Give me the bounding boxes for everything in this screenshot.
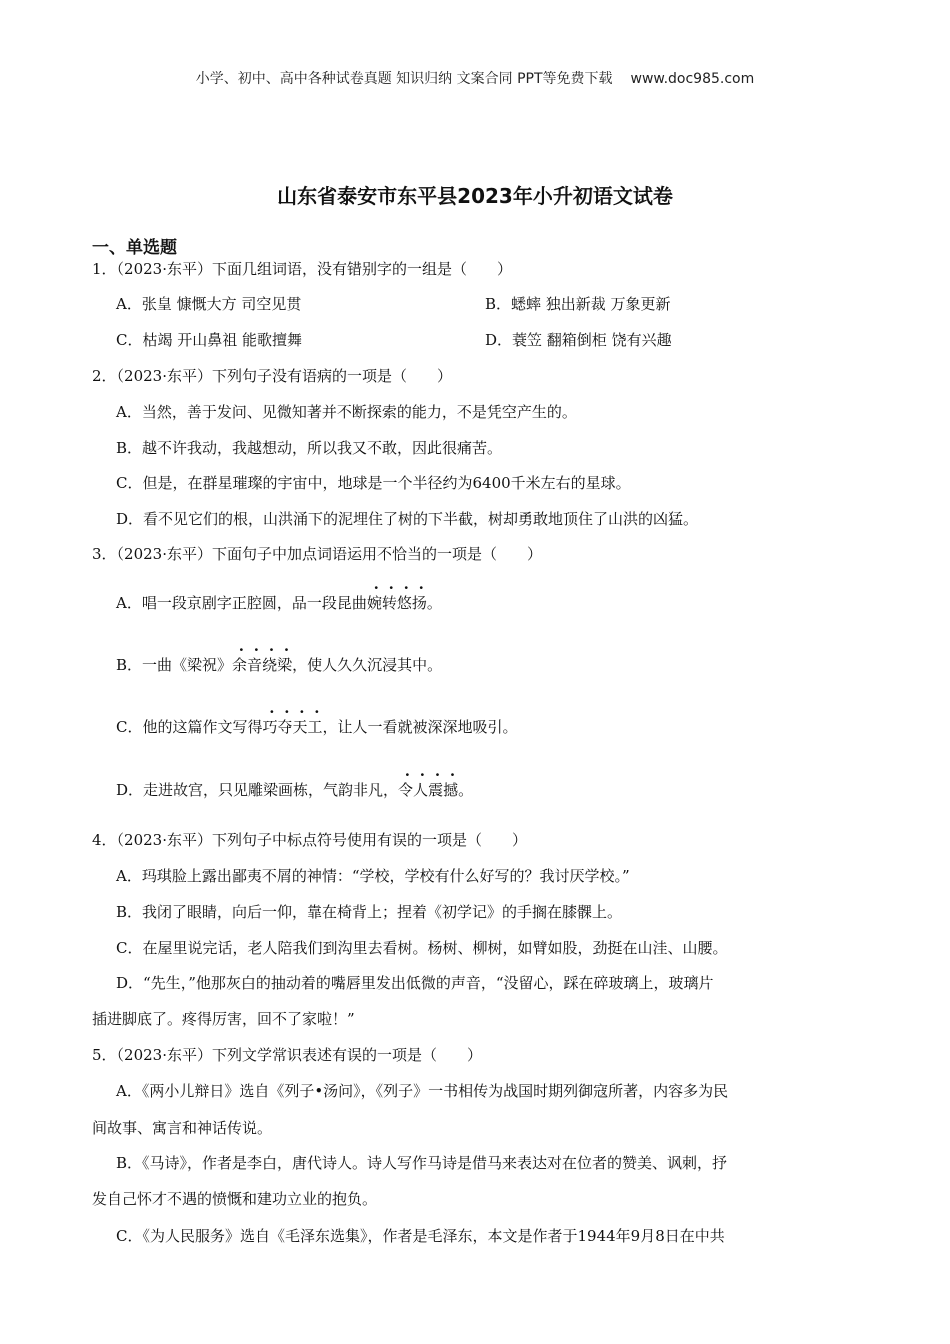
question-5-option-b-line2: 发自己怀才不遇的愤慨和建功立业的抱负。 <box>92 1190 378 1208</box>
page-header <box>0 68 950 88</box>
question-3-option-d <box>116 779 473 800</box>
emphasis-dot-char: 巧 <box>262 718 278 736</box>
option-text: A．唱一段京剧字正腔圆，品一段昆曲 <box>116 594 367 612</box>
question-2-stem: 2．（2023·东平）下列句子没有语病的一项是（ ） <box>92 367 452 385</box>
emphasis-dot-char: 音 <box>247 656 263 674</box>
emphasis-dot-char: 人 <box>413 781 429 799</box>
emphasis-dot-char: 扬 <box>411 594 427 612</box>
question-4-option-a: A．玛琪脸上露出鄙夷不屑的神情：“学校，学校有什么好写的？我讨厌学校。” <box>116 867 630 885</box>
question-3-option-c <box>116 716 518 737</box>
question-5-option-b-line1: B．《马诗》，作者是李白，唐代诗人。诗人写作马诗是借马来表达对在位者的赞美、讽刺，抒 <box>116 1154 728 1172</box>
emphasized-word <box>232 656 292 674</box>
emphasis-dot-char: 撼 <box>443 781 459 799</box>
question-1-stem: 1．（2023·东平）下面几组词语，没有错别字的一组是（ ） <box>92 260 512 278</box>
question-1-option-c: C．枯竭 开山鼻祖 能歌擅舞 <box>116 331 303 349</box>
option-text: 。 <box>426 594 442 612</box>
header-text: 小学、初中、高中各种试卷真题 知识归纳 文案合同 PPT等免费下载 <box>195 71 613 87</box>
question-2-option-b: B．越不许我动，我越想动，所以我又不敢，因此很痛苦。 <box>116 439 503 457</box>
option-text: B．一曲《梁祝》 <box>116 656 233 674</box>
exam-title: 山东省泰安市东平县2023年小升初语文试卷 <box>277 184 673 208</box>
question-1-option-b: B．蟋蟀 独出新裁 万象更新 <box>485 295 671 313</box>
question-5-option-a-line2: 间故事、寓言和神话传说。 <box>92 1119 273 1137</box>
emphasis-dot-char: 绕 <box>262 656 278 674</box>
emphasized-word <box>367 594 427 612</box>
question-4-option-d-line2: 插进脚底了。疼得厉害，回不了家啦！” <box>92 1010 355 1028</box>
emphasis-dot-char: 转 <box>381 594 397 612</box>
question-2-option-a: A．当然，善于发问、见微知著并不断探索的能力，不是凭空产生的。 <box>116 403 577 421</box>
emphasis-dot-char: 令 <box>398 781 414 799</box>
emphasis-dot-char: 余 <box>232 656 248 674</box>
emphasis-dot-char: 夺 <box>277 718 293 736</box>
question-2-option-c: C．但是，在群星璀璨的宇宙中，地球是一个半径约为6400千米左右的星球。 <box>116 474 631 492</box>
question-5-stem: 5．（2023·东平）下列文学常识表述有误的一项是（ ） <box>92 1046 482 1064</box>
question-1-option-d: D．蓑笠 翻箱倒柜 饶有兴趣 <box>485 331 672 349</box>
question-2-option-d: D．看不见它们的根，山洪涌下的泥埋住了树的下半截，树却勇敢地顶住了山洪的凶猛。 <box>116 510 699 528</box>
emphasis-dot-char: 天 <box>292 718 308 736</box>
question-3-option-b <box>116 654 442 675</box>
question-5-option-c-line1: C．《为人民服务》选自《毛泽东选集》，作者是毛泽东，本文是作者于1944年9月8日在中共 <box>116 1227 725 1245</box>
question-4-option-d-line1: D．“先生，”他那灰白的抽动着的嘴唇里发出低微的声音，“没留心，踩在碎玻璃上，玻璃片 <box>116 974 714 992</box>
question-5-option-a-line1: A．《两小儿辩日》选自《列子•汤问》，《列子》一书相传为战国时期列御寇所著，内容多为民 <box>116 1082 729 1100</box>
section-heading: 一、单选题 <box>92 238 177 258</box>
emphasis-dot-char: 梁 <box>277 656 293 674</box>
question-4-stem: 4．（2023·东平）下列句子中标点符号使用有误的一项是（ ） <box>92 831 527 849</box>
option-text: D．走进故宫，只见雕梁画栋，气韵非凡， <box>116 781 399 799</box>
question-1-option-a: A．张皇 慷慨大方 司空见贯 <box>116 295 302 313</box>
option-text: C．他的这篇作文写得 <box>116 718 263 736</box>
header-url[interactable]: www.doc985.com <box>630 71 755 87</box>
emphasis-dot-char: 震 <box>428 781 444 799</box>
question-3-stem: 3．（2023·东平）下面句子中加点词语运用不恰当的一项是（ ） <box>92 545 542 563</box>
question-4-option-b: B．我闭了眼睛，向后一仰，靠在椅背上；捏着《初学记》的手搁在膝髁上。 <box>116 903 623 921</box>
question-3-option-a <box>116 592 442 613</box>
option-text: ，使人久久沉浸其中。 <box>292 656 443 674</box>
option-text: ，让人一看就被深深地吸引。 <box>322 718 518 736</box>
emphasis-dot-char: 工 <box>307 718 323 736</box>
option-text: 。 <box>458 781 474 799</box>
emphasized-word <box>398 781 458 799</box>
question-4-option-c: C．在屋里说完话，老人陪我们到沟里去看树。杨树、柳树，如臂如股，劲挺在山洼、山腰。 <box>116 939 728 957</box>
emphasized-word <box>262 718 322 736</box>
emphasis-dot-char: 悠 <box>396 594 412 612</box>
emphasis-dot-char: 婉 <box>366 594 382 612</box>
